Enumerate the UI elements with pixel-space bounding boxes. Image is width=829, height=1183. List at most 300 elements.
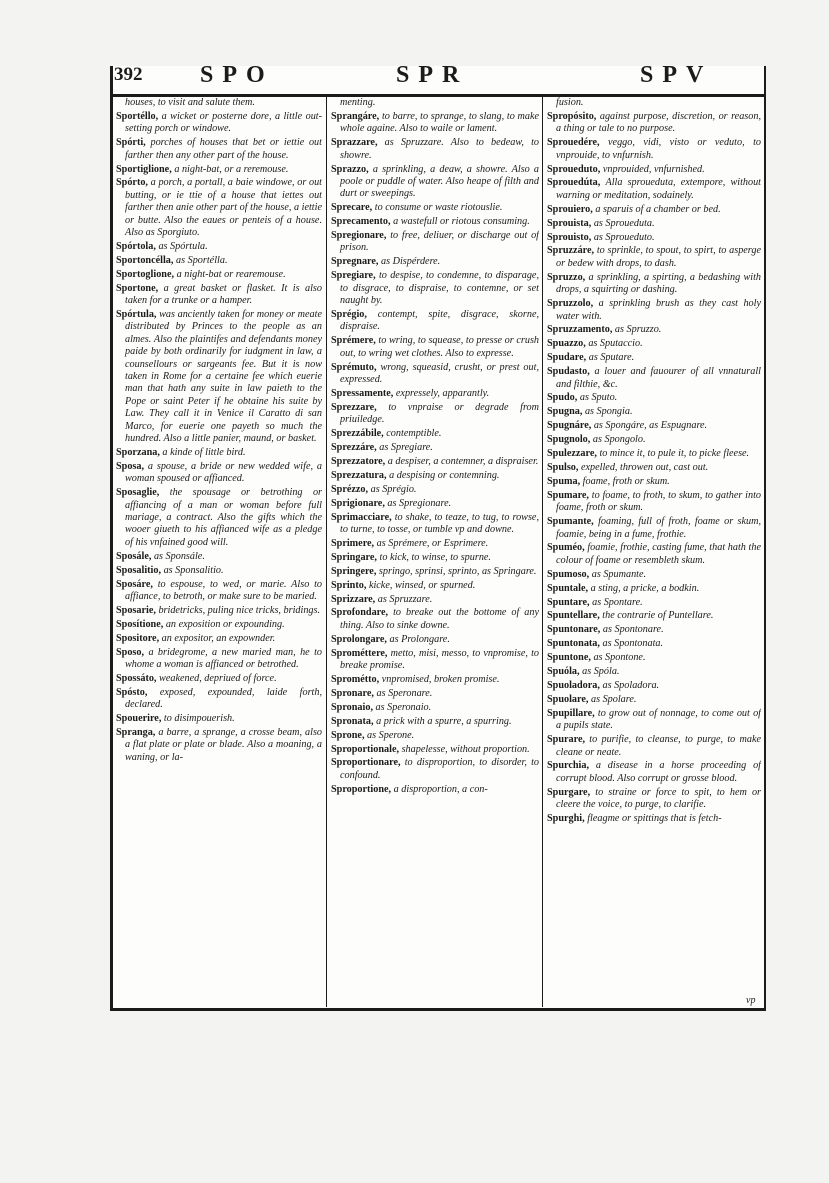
column-3 <box>547 97 761 1002</box>
dictionary-entry <box>547 392 761 404</box>
definition: to foame, to froth, to skum, to gather into foame, froth or skum. <box>556 489 761 514</box>
dictionary-entry <box>116 447 322 459</box>
dictionary-entry <box>331 757 539 782</box>
definition: as Sputaccio. <box>588 338 643 350</box>
dictionary-entry <box>547 298 761 323</box>
definition: expressely, apparantly. <box>395 387 490 399</box>
definition: a wicket or posterne dore, a little out-setting porch or windowe. <box>125 110 322 135</box>
headword: Spuoladora, <box>547 679 600 691</box>
headword: Sprimacciare, <box>331 511 392 523</box>
dictionary-entry <box>547 352 761 364</box>
dictionary-entry <box>331 270 539 307</box>
definition: fleagme or spittings that is fetch- <box>587 813 722 825</box>
definition: a louer and fauourer of all vnnaturall and filthie, &c. <box>556 366 761 390</box>
definition: as Sputare. <box>588 352 635 364</box>
definition: a kinde of little bird. <box>162 446 246 458</box>
dictionary-entry <box>331 566 539 578</box>
dictionary-entry <box>547 97 761 109</box>
definition: a prick with a spurre, a spurring. <box>376 715 512 727</box>
headword: Spuazzo, <box>547 338 586 350</box>
dictionary-entry <box>547 164 761 176</box>
headword: Spruzzáre, <box>547 245 595 257</box>
definition: weakened, depriued of force. <box>159 672 277 684</box>
definition: a disproportion, a con- <box>393 783 488 795</box>
definition: a sprinkling, a deaw, a showre. Also a poole or puddle of water. Also heape of filth and durt or sweepings. <box>340 163 539 200</box>
dictionary-entry <box>547 708 761 733</box>
dictionary-entry <box>547 338 761 350</box>
dictionary-entry <box>331 607 539 632</box>
definition: metto, misi, messo, to vnpromise, to breake promise. <box>340 647 539 672</box>
bottom-rule <box>110 1008 766 1011</box>
definition: Alla sproueduta, extempore, without warning or meditation, sodainely. <box>556 177 761 201</box>
dictionary-entry <box>116 713 322 725</box>
right-rule <box>764 66 766 1010</box>
definition: as Sproueduta. <box>593 217 655 229</box>
definition: a spouse, a bride or new wedded wife, a woman spoused or affianced. <box>125 460 322 485</box>
definition: a porch, a portall, a baie windowe, or out butting, or ie ttie of a house that iettes out farther then anie other part of the house, a iettie or butte. Also the eaues or penteis of a house. Also as Sporgiuto. <box>125 177 322 239</box>
headword: Spumare, <box>547 489 589 501</box>
definition: kicke, winsed, or spurned. <box>368 579 476 591</box>
headword: Sprangáre, <box>331 110 380 122</box>
definition: contempt, spite, disgrace, skorne, dispraise. <box>340 309 539 333</box>
dictionary-entry <box>331 362 539 387</box>
headword: Spuolare, <box>547 693 589 705</box>
headword: Spruzzamento, <box>547 324 613 336</box>
definition: a sting, a pricke, a bodkin. <box>590 582 700 594</box>
definition: to disproportion, to disorder, to confound. <box>340 757 539 781</box>
definition: as Spruzzare. Also to bedeaw, to showre. <box>340 137 539 161</box>
headword: Sprézzo, <box>331 483 369 495</box>
definition: as Sprémere, or Esprimere. <box>376 537 489 549</box>
headword: Spulezzare, <box>547 448 597 460</box>
headword: Sposáre, <box>116 578 153 590</box>
definition: a wastefull or riotous consuming. <box>393 216 530 228</box>
headword: Spórtola, <box>116 240 156 252</box>
catchword: vp <box>746 995 756 1006</box>
headword: Sportoncélla, <box>116 254 174 266</box>
headword: Spurare, <box>547 734 586 746</box>
dictionary-entry <box>331 164 539 201</box>
definition: a despiser, a contemner, a dispraiser. <box>387 455 539 467</box>
headword: Spurchia, <box>547 760 589 772</box>
headword: Sprecare, <box>331 202 373 214</box>
headword: Spranga, <box>116 727 156 738</box>
definition: a night-bat, or a reremouse. <box>174 163 289 175</box>
dictionary-entry <box>331 674 539 686</box>
page-number: 392 <box>114 64 143 85</box>
dictionary-entry <box>116 137 322 162</box>
dictionary-entry <box>116 97 322 109</box>
definition: to free, deliuer, or discharge out of prison. <box>340 230 539 254</box>
headword: Sprinto, <box>331 579 367 591</box>
headword: Spudare, <box>547 352 587 364</box>
headword: Spudo, <box>547 392 578 404</box>
dictionary-entry <box>547 204 761 216</box>
definition: against purpose, discretion, or reason, a thing or tale to no purpose. <box>556 110 761 135</box>
definition: as Spoladora. <box>602 679 660 691</box>
dictionary-entry <box>331 634 539 646</box>
headword: Sproportionale, <box>331 743 400 755</box>
headword: Springare, <box>331 551 377 563</box>
dictionary-entry <box>116 283 322 308</box>
headword: Sprizzare, <box>331 593 376 605</box>
headword: Spregnare, <box>331 256 379 268</box>
dictionary-entry <box>547 245 761 270</box>
definition: menting. <box>340 97 376 108</box>
dictionary-entry <box>331 111 539 136</box>
definition: a despising or contemning. <box>389 469 500 481</box>
headword: Sporzana, <box>116 446 160 458</box>
dictionary-entry <box>547 610 761 622</box>
definition: as Sputo. <box>579 392 618 404</box>
running-head-center: SPR <box>396 62 469 88</box>
dictionary-entry <box>331 716 539 728</box>
definition: to breake out the bottome of any thing. Also to sinke downe. <box>340 607 539 631</box>
headword: Sposále, <box>116 550 152 562</box>
definition: veggo, vidi, visto or veduto, to vnprouide, to vnfurnish. <box>556 137 761 161</box>
headword: Spuméo, <box>547 542 585 554</box>
definition: to wring, to squease, to presse or crush out, to wring wet clothes. Also to expresse. <box>340 335 539 359</box>
headword: Spurghi, <box>547 813 585 825</box>
definition: bridetricks, puling nice tricks, bridings. <box>158 604 321 616</box>
headword: Sproportione, <box>331 783 392 795</box>
running-head-right: SPV <box>640 62 713 88</box>
headword: Sprofondare, <box>331 607 389 619</box>
dictionary-entry <box>331 512 539 537</box>
definition: a bridegrome, a new maried man, he to whome a woman is affianced or betrothed. <box>125 646 322 670</box>
definition: as Sproueduto. <box>593 231 655 243</box>
dictionary-entry <box>116 111 322 136</box>
definition: as Spongia. <box>584 406 633 418</box>
dictionary-entry <box>547 542 761 567</box>
headword: Spuntone, <box>547 652 591 664</box>
headword: Spronata, <box>331 715 374 727</box>
definition: to mince it, to pule it, to picke fleese. <box>599 448 750 460</box>
headword: Sprolongare, <box>331 633 387 645</box>
headword: Sposítione, <box>116 618 164 630</box>
dictionary-entry <box>116 687 322 712</box>
dictionary-entry <box>116 309 322 445</box>
headword: Sposaglie, <box>116 487 160 499</box>
definition: as Spórtula. <box>158 240 208 252</box>
definition: as Spolare. <box>590 693 637 705</box>
dictionary-entry <box>331 442 539 454</box>
definition: to straine or force to spit, to hem or cleere the voice, to purge, to clarifie. <box>556 786 761 811</box>
headword: Spouerire, <box>116 713 162 725</box>
dictionary-entry <box>331 552 539 564</box>
definition: foaming, full of froth, foame or skum, foamie, being in a fume, frothie. <box>556 516 761 540</box>
definition: as Sportélla. <box>176 254 228 266</box>
dictionary-entry <box>116 633 322 645</box>
headword: Spulso, <box>547 461 579 473</box>
definition: as Spongáre, as Espugnare. <box>593 420 708 432</box>
headword: Spronaio, <box>331 701 373 713</box>
dictionary-entry <box>547 111 761 136</box>
headword: Sprigionare, <box>331 497 385 509</box>
dictionary-entry <box>331 335 539 360</box>
headword: Sprométtere, <box>331 647 388 659</box>
headword: Sprazzare, <box>331 137 378 149</box>
definition: to vnpraise or degrade from priuiledge. <box>340 401 539 426</box>
headword: Spressamente, <box>331 387 394 399</box>
dictionary-entry <box>116 619 322 631</box>
headword: Sprezzatura, <box>331 469 387 481</box>
definition: as Spruzzare. <box>377 593 433 605</box>
headword: Sprégio, <box>331 309 367 320</box>
dictionary-entry <box>116 565 322 577</box>
definition: the contrarie of Puntellare. <box>602 610 714 622</box>
definition: a sprinkling, a spirting, a bedashing with drops, a squirting or dashing. <box>556 271 761 296</box>
dictionary-entry <box>547 680 761 692</box>
definition: to barre, to sprange, to slang, to make whole againe. Also to waile or lament. <box>340 110 539 135</box>
definition: a night-bat or rearemouse. <box>176 268 286 280</box>
dictionary-entry <box>116 673 322 685</box>
dictionary-entry <box>116 269 322 281</box>
dictionary-entry <box>331 784 539 796</box>
definition: as Sponsalitio. <box>163 564 224 576</box>
definition: contemptible. <box>386 428 442 440</box>
dictionary-entry <box>331 484 539 496</box>
definition: as Sponsále. <box>153 550 205 562</box>
definition: a barre, a sprange, a crosse beam, also a flat plate or plate or blade. Also a moaning, a waning, or la- <box>125 727 322 763</box>
definition: the spousage or betrothing or affiancing of a man or woman before full mariage, a contract. Also the gifts which the wooer giueth to his affianced wife as a pledge of his vnfained good will. <box>125 487 322 548</box>
dictionary-entry <box>331 428 539 440</box>
headword: Sprouedúta, <box>547 177 601 189</box>
definition: was anciently taken for money or meate distributed by Princes to the people as an almes. Also the plaintifes and defendants money paide by both ordinarily for iudgment in law, a counsellours or sargeants fee. But it is now taken in Rome for a certaine fee which euerie man that hath any suite in law paieth to the Pope or saint Peter if he obtaine his suite by Law. They call it in Venice il Caratto di san Marco, for euerie one payeth so much the hundred. Also a little panier, maund, or basket. <box>125 309 322 445</box>
dictionary-entry <box>331 744 539 756</box>
definition: as Spumante. <box>591 568 647 580</box>
dictionary-entry <box>547 624 761 636</box>
dictionary-entry <box>547 232 761 244</box>
headword: Sportoglione, <box>116 268 175 280</box>
headword: Spórto, <box>116 177 148 189</box>
headword: Spregionare, <box>331 230 387 242</box>
dictionary-entry <box>547 366 761 391</box>
definition: foamie, frothie, casting fume, that hath the colour of foame or resembleth skum. <box>556 542 761 566</box>
dictionary-entry <box>331 216 539 228</box>
dictionary-entry <box>116 241 322 253</box>
dictionary-entry <box>116 164 322 176</box>
headword: Spurgare, <box>547 786 591 798</box>
headword: Sprouisto, <box>547 231 592 243</box>
dictionary-entry <box>547 638 761 650</box>
dictionary-entry <box>331 688 539 700</box>
dictionary-entry <box>547 490 761 515</box>
headword: Sprezzábile, <box>331 428 384 440</box>
dictionary-entry <box>547 434 761 446</box>
dictionary-entry <box>547 652 761 664</box>
definition: shapelesse, without proportion. <box>401 743 530 755</box>
dictionary-entry <box>331 498 539 510</box>
headword: Sportone, <box>116 282 159 294</box>
definition: springo, sprinsi, sprinto, as Springare. <box>378 565 537 577</box>
dictionary-entry <box>547 137 761 162</box>
dictionary-entry <box>116 255 322 267</box>
definition: to purifie, to cleanse, to purge, to make cleane or neate. <box>556 734 761 758</box>
definition: as Spontare. <box>592 596 643 608</box>
headword: Spositore, <box>116 632 160 644</box>
definition: to kick, to winse, to spurne. <box>379 551 491 563</box>
dictionary-entry <box>331 202 539 214</box>
definition: an expositor, an expownder. <box>161 632 276 644</box>
headword: Spugnolo, <box>547 434 591 446</box>
dictionary-entry <box>547 272 761 297</box>
headword: Spudasto, <box>547 366 590 378</box>
headword: Spumoso, <box>547 568 590 580</box>
headword: Sprezzare, <box>331 401 377 413</box>
dictionary-entry <box>331 702 539 714</box>
headword: Spronare, <box>331 687 374 699</box>
headword: Sprone, <box>331 729 365 741</box>
headword: Sprouedére, <box>547 137 600 149</box>
headword: Spupillare, <box>547 707 595 719</box>
definition: as Spruzzo. <box>614 324 662 336</box>
dictionary-entry <box>116 487 322 549</box>
definition: foame, froth or skum. <box>582 475 670 487</box>
dictionary-entry <box>547 583 761 595</box>
definition: as Dispérdere. <box>381 256 441 268</box>
definition: to disimpouerish. <box>163 713 235 725</box>
dictionary-entry <box>331 402 539 427</box>
definition: a sprinkling brush as they cast holy water with. <box>556 298 761 322</box>
dictionary-entry <box>547 324 761 336</box>
headword: Spuma, <box>547 475 581 487</box>
definition: to espouse, to wed, or marie. Also to affiance, to betroth, or make sure to be maried. <box>125 578 322 602</box>
definition: a sparuis of a chamber or bed. <box>595 203 721 215</box>
definition: a great basket or flasket. It is also taken for a trunke or a hamper. <box>125 282 322 307</box>
dictionary-entry <box>547 597 761 609</box>
definition: fusion. <box>556 97 584 108</box>
column-1 <box>116 97 322 1002</box>
headword: Sprecamento, <box>331 216 391 228</box>
definition: as Sprégio. <box>370 483 417 495</box>
dictionary-entry <box>116 605 322 617</box>
definition: as Spontone. <box>593 652 646 664</box>
headword: Sprimere, <box>331 537 375 549</box>
dictionary-entry <box>547 218 761 230</box>
definition: an exposition or expounding. <box>165 618 285 630</box>
headword: Sprazzo, <box>331 163 369 175</box>
headword: Sprouista, <box>547 217 592 229</box>
definition: as Prolongare. <box>389 633 450 645</box>
definition: vnprouided, vnfurnished. <box>602 163 705 175</box>
headword: Sportéllo, <box>116 110 159 122</box>
dictionary-entry <box>547 569 761 581</box>
dictionary-entry <box>116 551 322 563</box>
dictionary-entry <box>547 694 761 706</box>
definition: porches of houses that bet or iettie out farther then any other part of the house. <box>125 137 322 161</box>
headword: Sprémere, <box>331 335 376 347</box>
dictionary-entry <box>116 177 322 239</box>
definition: as Speronaio. <box>375 701 432 713</box>
definition: houses, to visit and salute them. <box>125 97 255 108</box>
dictionary-entry <box>547 448 761 460</box>
dictionary-entry <box>331 388 539 400</box>
headword: Sprouiero, <box>547 203 593 215</box>
dictionary-entry <box>547 734 761 759</box>
definition: as Speronare. <box>376 687 433 699</box>
headword: Sposa, <box>116 460 145 472</box>
definition: exposed, expounded, laide forth, declared. <box>125 686 322 711</box>
headword: Spugna, <box>547 406 583 418</box>
definition: as Spongolo. <box>592 434 646 446</box>
dictionary-entry <box>331 580 539 592</box>
headword: Spuntonare, <box>547 624 601 636</box>
dictionary-entry <box>331 137 539 162</box>
dictionary-entry <box>116 647 322 672</box>
definition: as Sperone. <box>367 729 415 741</box>
headword: Spruzzo, <box>547 271 586 283</box>
headword: Sprezzatore, <box>331 455 386 467</box>
dictionary-entry <box>547 177 761 202</box>
headword: Spruzzolo, <box>547 298 594 310</box>
left-rule <box>110 66 113 1010</box>
dictionary-entry <box>331 594 539 606</box>
headword: Spregiare, <box>331 270 376 282</box>
column-divider-1 <box>326 95 327 1007</box>
definition: to grow out of nonnage, to come out of a pupils state. <box>556 707 761 732</box>
dictionary-entry <box>547 787 761 812</box>
definition: to consume or waste riotousliе. <box>374 202 503 214</box>
headword: Sprezzáre, <box>331 442 377 454</box>
column-divider-2 <box>542 95 543 1007</box>
headword: Spórtula, <box>116 309 157 320</box>
definition: to sprinkle, to spout, to spirt, to asperge or bedew with drops, to dash. <box>556 245 761 269</box>
definition: vnpromised, broken promise. <box>381 673 500 685</box>
dictionary-entry <box>331 456 539 468</box>
dictionary-entry <box>331 730 539 742</box>
dictionary-entry <box>116 579 322 604</box>
dictionary-entry <box>331 648 539 673</box>
headword: Sproueduto, <box>547 163 601 175</box>
definition: as Spregionare. <box>387 497 452 509</box>
dictionary-entry <box>547 813 761 825</box>
headword: Spropósito, <box>547 110 597 122</box>
headword: Sposarie, <box>116 604 156 616</box>
headword: Spuntare, <box>547 596 590 608</box>
dictionary-entry <box>331 470 539 482</box>
headword: Spuntale, <box>547 582 589 594</box>
headword: Sprémuto, <box>331 361 377 373</box>
dictionary-entry <box>547 476 761 488</box>
dictionary-entry <box>547 462 761 474</box>
definition: as Spontonata. <box>602 638 664 650</box>
running-head-left: SPO <box>200 62 274 88</box>
definition: to despise, to condemne, to disparage, to disgrace, to dispraise, to contemne, or set naught by. <box>340 270 539 307</box>
headword: Sportiglione, <box>116 163 172 175</box>
definition: as Spregiare. <box>379 442 433 454</box>
dictionary-entry <box>547 516 761 541</box>
dictionary-entry <box>331 309 539 334</box>
dictionary-entry <box>331 230 539 255</box>
headword: Spósto, <box>116 686 148 698</box>
definition: as Spontonare. <box>602 624 664 636</box>
headword: Spugnáre, <box>547 420 592 432</box>
headword: Spuntonata, <box>547 638 600 650</box>
headword: Sposalitio, <box>116 564 162 576</box>
dictionary-entry <box>547 666 761 678</box>
dictionary-entry <box>547 406 761 418</box>
definition: expelled, throwen out, cast out. <box>580 461 709 473</box>
definition: wrong, squeasid, crusht, or prest out, expressed. <box>340 361 539 386</box>
dictionary-entry <box>116 461 322 486</box>
definition: to shake, to teaze, to tug, to rowse, to turne, to tosse, or tumble vp and downe. <box>340 511 539 535</box>
definition: a disease in a horse proceeding of corrupt blood. Also corrupt or grosse blood. <box>556 760 761 784</box>
headword: Spuóla, <box>547 666 580 678</box>
headword: Spumante, <box>547 516 594 528</box>
headword: Spuntellare, <box>547 610 600 622</box>
headword: Spórti, <box>116 137 146 149</box>
